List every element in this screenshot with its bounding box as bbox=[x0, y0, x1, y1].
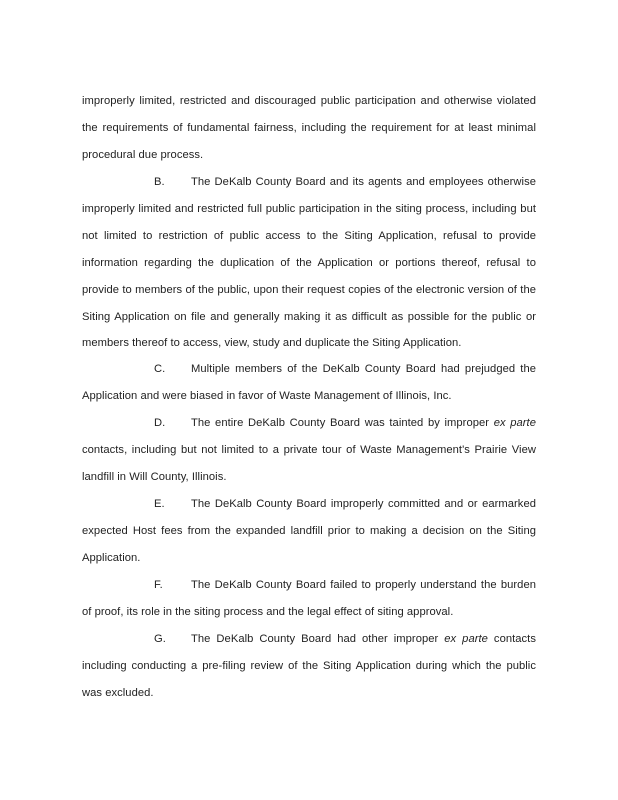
paragraph-text: The DeKalb County Board had other improper bbox=[191, 633, 445, 645]
paragraph-text: The entire DeKalb County Board was tainted by improper bbox=[191, 417, 494, 429]
paragraph-continuation bbox=[82, 88, 536, 169]
paragraph-text: contacts including conducting a pre-filing review of the Siting Application during which the public was excluded. bbox=[82, 633, 536, 699]
paragraph-label: D. bbox=[154, 417, 166, 429]
paragraph-text: The DeKalb County Board failed to properly understand the burden of proof, its role in the siting process and the legal effect of siting approval. bbox=[82, 579, 536, 618]
paragraph-label: B. bbox=[154, 176, 165, 188]
paragraph-label: F. bbox=[154, 579, 163, 591]
paragraph-italic-text: ex parte bbox=[493, 417, 536, 429]
paragraph-e bbox=[82, 491, 536, 572]
paragraph-d bbox=[82, 410, 536, 491]
paragraph-text: contacts, including but not limited to a private tour of Waste Management's Prairie View landfill in Will County, Illinois. bbox=[82, 443, 536, 483]
paragraph-label: C. bbox=[154, 363, 166, 375]
paragraph-text: improperly limited, restricted and discouraged public participation and otherwise violated the requirements of fundamental fairness, including the requirement for at least minimal procedural due process. bbox=[82, 95, 536, 161]
paragraph-text: Multiple members of the DeKalb County Board had prejudged the Application and were biased in favor of Waste Management of Illinois, Inc. bbox=[82, 363, 536, 402]
paragraph-label: E. bbox=[154, 498, 165, 510]
paragraph-b bbox=[82, 169, 536, 357]
paragraph-c bbox=[82, 356, 536, 410]
paragraph-f bbox=[82, 572, 536, 626]
paragraph-italic-text: ex parte bbox=[444, 633, 488, 645]
paragraph-text: The DeKalb County Board improperly committed and or earmarked expected Host fees from the expanded landfill prior to making a decision on the Siting Application. bbox=[82, 498, 536, 564]
paragraph-text: The DeKalb County Board and its agents and employees otherwise improperly limited and restricted full public participation in the siting process, including but not limited to restriction of public access to the Siting Application, refusal to provide information regarding the duplication of the Application or portions thereof, refusal to provide to members of the public, upon their request copies of the electronic version of the Siting Application on file and generally making it as difficult as possible for the public or members thereof to access, view, study and duplicate the Siting Application. bbox=[82, 176, 536, 350]
paragraph-label: G. bbox=[154, 633, 166, 645]
paragraph-g bbox=[82, 626, 536, 707]
